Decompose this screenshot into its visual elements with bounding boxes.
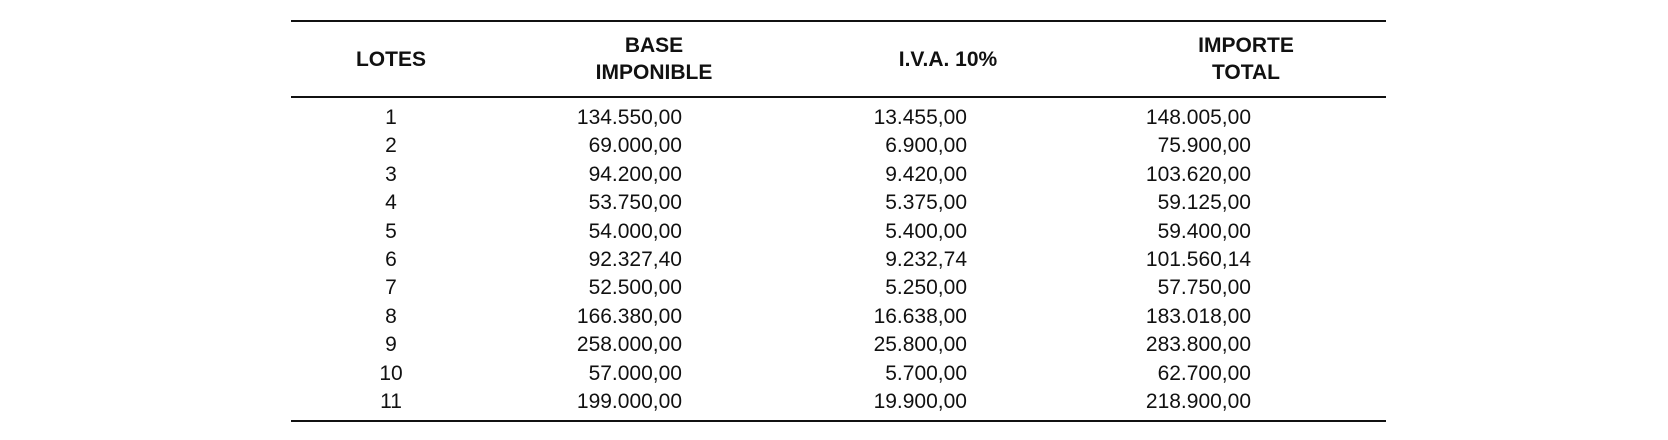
header-base-line-1: BASE — [624, 34, 684, 57]
cell-base-imponible: 166.380,00 — [576, 304, 682, 328]
cell-importe-total: 218.900,00 — [1145, 389, 1251, 413]
cell-iva: 9.232,74 — [885, 247, 967, 271]
cell-iva: 6.900,00 — [885, 134, 967, 158]
header-lotes-line-1: LOTES — [355, 47, 426, 71]
cell-base-imponible: 134.550,00 — [576, 106, 682, 129]
cell-iva: 25.800,00 — [873, 333, 967, 357]
cell-base-imponible: 69.000,00 — [588, 134, 682, 158]
cell-importe-total: 62.700,00 — [1157, 361, 1251, 385]
cell-importe-total: 183.018,00 — [1145, 304, 1251, 328]
table-row — [291, 246, 1386, 274]
header-iva — [853, 22, 1043, 96]
table-row — [291, 331, 1386, 359]
cell-importe-total: 57.750,00 — [1157, 276, 1251, 300]
header-base-imponible — [559, 22, 749, 96]
cell-lote: 9 — [385, 333, 397, 357]
cell-lote: 11 — [380, 389, 402, 413]
cell-lote: 4 — [385, 191, 397, 215]
header-total-line-2: TOTAL — [1211, 61, 1281, 84]
cell-iva: 5.250,00 — [885, 276, 967, 300]
cell-importe-total: 59.125,00 — [1157, 191, 1251, 215]
cell-base-imponible: 199.000,00 — [576, 389, 682, 413]
cell-lote: 6 — [385, 247, 397, 271]
header-base-line-2: IMPONIBLE — [595, 61, 713, 84]
cell-lote: 3 — [385, 162, 397, 186]
cell-importe-total: 75.900,00 — [1157, 134, 1251, 158]
table-row — [291, 104, 1386, 132]
cell-lote: 7 — [385, 276, 397, 300]
cell-iva: 9.420,00 — [885, 162, 967, 186]
cell-iva: 13.455,00 — [873, 106, 967, 129]
cell-lote: 10 — [379, 361, 403, 385]
lots-table — [291, 20, 1386, 422]
table-row — [291, 360, 1386, 388]
header-importe-total — [1151, 22, 1341, 96]
cell-base-imponible: 92.327,40 — [588, 247, 682, 271]
cell-iva: 16.638,00 — [873, 304, 967, 328]
cell-iva: 5.375,00 — [885, 191, 967, 215]
table-row — [291, 132, 1386, 160]
table-header — [291, 22, 1386, 96]
table-row — [291, 388, 1386, 416]
table-row — [291, 189, 1386, 217]
cell-importe-total: 59.400,00 — [1157, 219, 1251, 243]
cell-iva: 5.700,00 — [885, 361, 967, 385]
table-row — [291, 218, 1386, 246]
cell-lote: 2 — [385, 134, 397, 158]
table-row — [291, 161, 1386, 189]
cell-base-imponible: 54.000,00 — [588, 219, 682, 243]
cell-base-imponible: 57.000,00 — [588, 361, 682, 385]
cell-iva: 19.900,00 — [873, 389, 967, 413]
cell-base-imponible: 94.200,00 — [588, 162, 682, 186]
cell-base-imponible: 52.500,00 — [588, 276, 682, 300]
cell-lote: 5 — [385, 219, 397, 243]
cell-lote: 1 — [385, 106, 397, 129]
cell-lote: 8 — [385, 304, 397, 328]
cell-base-imponible: 258.000,00 — [576, 333, 682, 357]
cell-iva: 5.400,00 — [885, 219, 967, 243]
table-body — [291, 98, 1386, 416]
header-total-line-1: IMPORTE — [1198, 34, 1294, 57]
cell-importe-total: 148.005,00 — [1145, 106, 1251, 129]
table-bottom-rule — [291, 420, 1386, 422]
table-row — [291, 303, 1386, 331]
header-lotes — [331, 22, 451, 96]
cell-importe-total: 101.560,14 — [1145, 247, 1251, 271]
cell-importe-total: 103.620,00 — [1145, 162, 1251, 186]
cell-importe-total: 283.800,00 — [1145, 333, 1251, 357]
cell-base-imponible: 53.750,00 — [588, 191, 682, 215]
header-iva-line-1: I.V.A. 10% — [898, 47, 998, 71]
table-row — [291, 274, 1386, 302]
